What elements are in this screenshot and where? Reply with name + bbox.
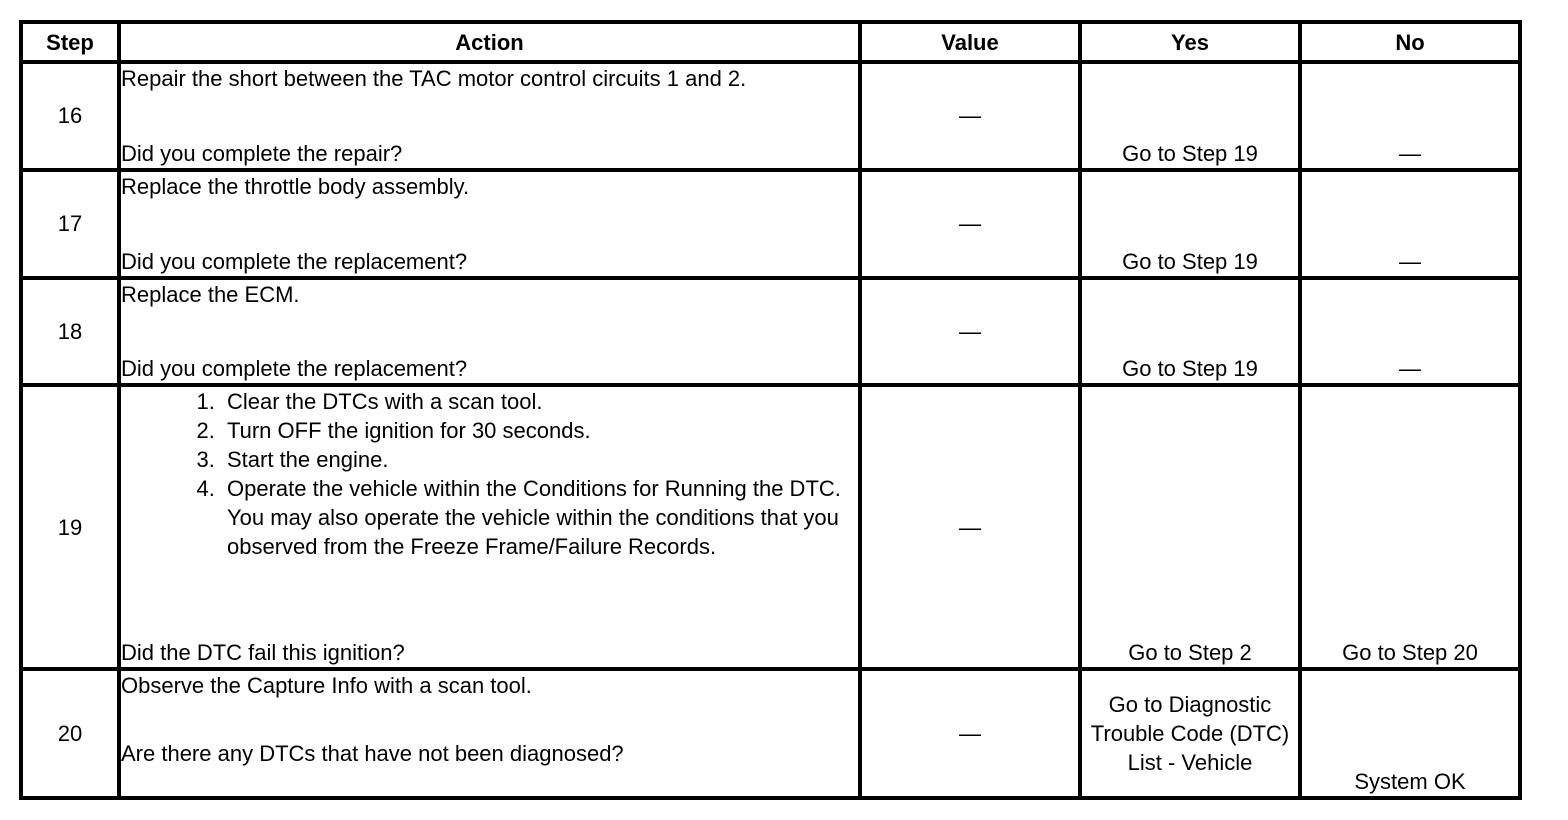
yes-cell: Go to Step 19 (1080, 62, 1300, 170)
action-instruction: Repair the short between the TAC motor control circuits 1 and 2. (121, 66, 747, 91)
no-cell: — (1300, 278, 1520, 386)
no-cell: — (1300, 62, 1520, 170)
substep-list (121, 387, 858, 561)
no-cell: Go to Step 20 (1300, 385, 1520, 668)
header-no: No (1300, 22, 1520, 62)
action-question: Did you complete the replacement? (121, 356, 468, 382)
action-question: Did you complete the repair? (121, 140, 403, 166)
action-cell (119, 278, 860, 386)
yes-cell: Go to Step 19 (1080, 170, 1300, 278)
step-number: 16 (21, 62, 119, 170)
table-row (21, 62, 1520, 170)
header-row (21, 22, 1520, 62)
yes-cell: Go to Step 2 (1080, 385, 1300, 668)
no-cell: System OK (1300, 669, 1520, 798)
header-step: Step (21, 22, 119, 62)
action-cell (119, 385, 860, 668)
action-question: Did you complete the replacement? (121, 248, 468, 274)
value-cell: — (860, 278, 1080, 386)
substep-item: 3. Start the engine. (221, 445, 858, 474)
action-question: Are there any DTCs that have not been diagnosed? (121, 740, 624, 766)
action-instruction: Replace the ECM. (121, 281, 300, 307)
substep-item: 1. Clear the DTCs with a scan tool. (221, 387, 858, 416)
table-row (21, 669, 1520, 798)
step-number: 20 (21, 669, 119, 798)
step-number: 19 (21, 385, 119, 668)
substep-item: 4. Operate the vehicle within the Conditions for Running the DTC. You may also operate the vehicle within the conditions that you observed from the Freeze Frame/Failure Records. (221, 474, 858, 561)
action-cell (119, 62, 860, 170)
value-cell: — (860, 669, 1080, 798)
value-cell: — (860, 385, 1080, 668)
action-cell (119, 669, 860, 798)
table-row (21, 278, 1520, 386)
header-value: Value (860, 22, 1080, 62)
action-instruction: Observe the Capture Info with a scan tool. (121, 672, 532, 698)
step-number: 18 (21, 278, 119, 386)
table-row (21, 385, 1520, 668)
table-row (21, 170, 1520, 278)
header-yes: Yes (1080, 22, 1300, 62)
yes-cell: Go to Diagnostic Trouble Code (DTC) List - Vehicle (1080, 669, 1300, 798)
substep-item: 2. Turn OFF the ignition for 30 seconds. (221, 416, 858, 445)
diagnostic-table (19, 20, 1522, 800)
value-cell: — (860, 170, 1080, 278)
step-number: 17 (21, 170, 119, 278)
value-cell: — (860, 62, 1080, 170)
action-question: Did the DTC fail this ignition? (121, 639, 405, 665)
action-instruction: Replace the throttle body assembly. (121, 173, 470, 199)
action-cell (119, 170, 860, 278)
yes-cell: Go to Step 19 (1080, 278, 1300, 386)
no-cell: — (1300, 170, 1520, 278)
header-action: Action (119, 22, 860, 62)
